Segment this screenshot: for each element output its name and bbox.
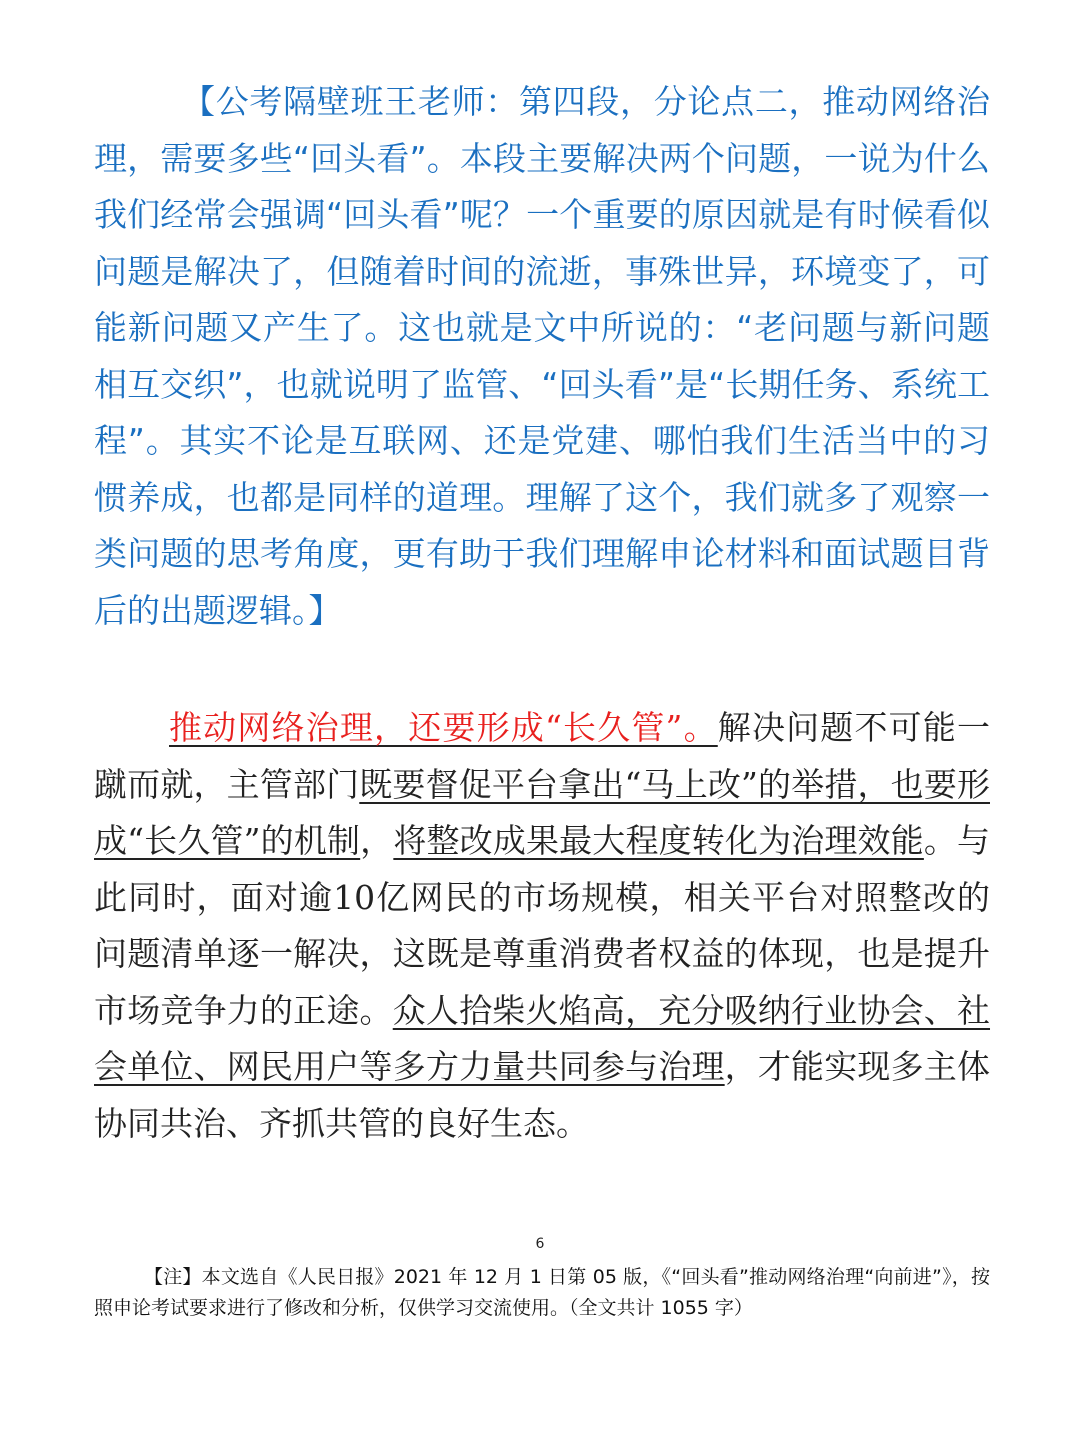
- underlined-text: 将整改成果最大程度转化为治理效能: [393, 821, 924, 860]
- paragraph-text: ，: [360, 821, 394, 860]
- underlined-text: 既要督促平台拿出“马上改”的举措，也要形成“长久管”的机制: [94, 764, 990, 860]
- paragraph-text: ，才能实现多主体协同共治、齐抓共管的良好生态。: [94, 1047, 991, 1143]
- teacher-commentary: 【公考隔壁班王老师：第四段，分论点二，推动网络治理，需要多些“回头看”。本段主要解决两个问题，一说为什么我们经常会强调“回头看”呢？一个重要的原因就是有时候看似问题是解决了，但随着时间的流逝，事殊世异，环境变了，可能新问题又产生了。这也就是文中所说的：“老问题与新问题相互交织”，也就说明了监管、“回头看”是“长期任务、系统工程”。其实不论是互联网、还是党建、哪怕我们生活当中的习惯养成，也都是同样的道理。理解了这个，我们就多了观察一类问题的思考角度，更有助于我们理解申论材料和面试题目背后的出题逻辑。】: [94, 82, 990, 630]
- page-number: 6: [535, 1236, 545, 1252]
- article-paragraph: [94, 700, 990, 1152]
- topic-sentence: 推动网络治理，还要形成“长久管”。: [169, 708, 718, 747]
- paragraph-text: 。与此同时，面对逾10亿网民的市场规模，相关平台对照整改的问题清单逐一解决，这既是尊重消费者权益的体现，也是提升市场竞争力的正途。: [94, 821, 991, 1030]
- underlined-text: 众人拾柴火焰高，充分吸纳行业协会、社会单位、网民用户等多方力量共同参与治理: [94, 990, 991, 1086]
- source-note: 【注】本文选自《人民日报》2021 年 12 月 1 日第 05 版，《“回头看”推动网络治理“向前进”》，按照申论考试要求进行了修改和分析，仅供学习交流使用。（全文共计 1055 字）: [94, 1266, 990, 1319]
- paragraph-text: 解决问题不可能一蹴而就，主管部门: [94, 708, 991, 804]
